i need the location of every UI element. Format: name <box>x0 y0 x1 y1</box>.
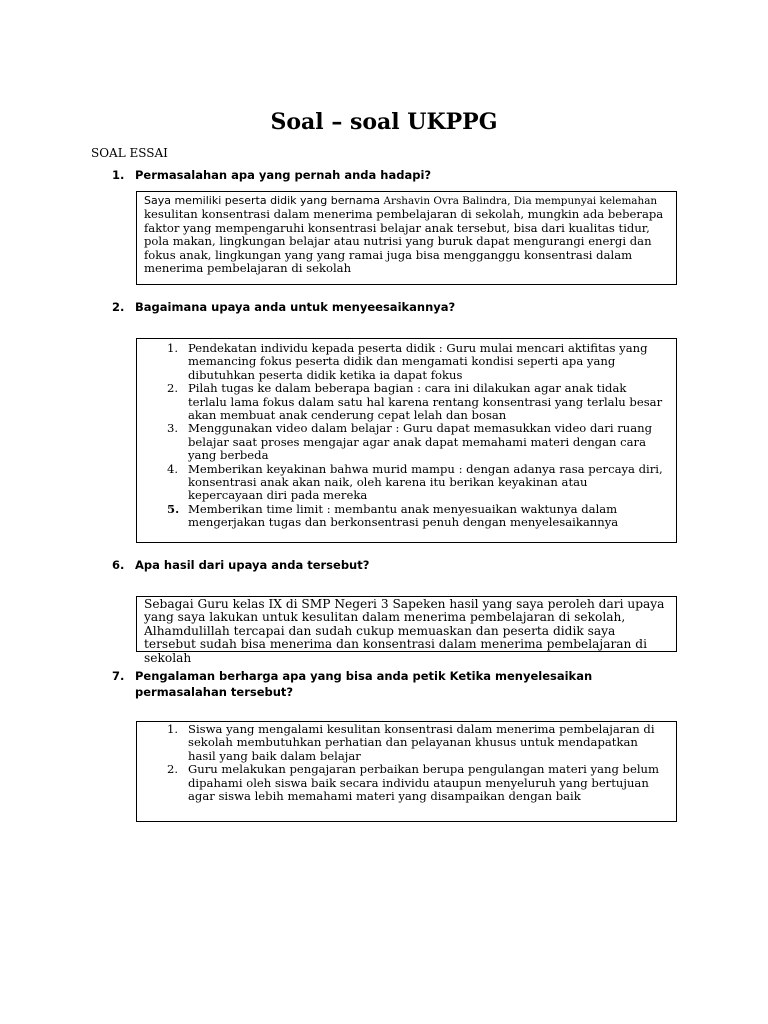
question-text: Permasalahan apa yang pernah anda hadapi? <box>135 168 432 182</box>
item-text: Guru melakukan pengajaran perbaikan berupa pengulangan materi yang belum dipahami oleh siswa baik secara individu ataupun menyeluruh yang bertujuan agar siswa lebih memahami materi yang disampaikan dengan baik <box>188 762 660 804</box>
question-6 <box>112 557 672 573</box>
list-item <box>137 763 666 803</box>
question-number: 7. <box>112 669 125 683</box>
item-text: Pendekatan individu kepada peserta didik : Guru mulai mencari aktifitas yang memancing fokus peserta didik dan mengamati kondisi seperti apa yang dibutuhkan peserta didik ketika ia dapat fokus <box>188 341 648 382</box>
item-number: 1. <box>167 341 179 355</box>
item-text: Memberikan time limit : membantu anak menyesuaikan waktunya dalam mengerjakan tugas dan berkonsentrasi penuh dengan menyelesaikannya <box>188 501 619 530</box>
answer-text: Saya memiliki peserta didik yang bernama <box>144 194 384 207</box>
answer-box-7 <box>136 721 677 822</box>
answer-box-6 <box>136 596 677 665</box>
question-text: Apa hasil dari upaya anda tersebut? <box>135 558 370 572</box>
item-number: 4. <box>167 461 179 476</box>
question-2 <box>112 299 672 315</box>
question-text: Bagaimana upaya anda untuk menyeesaikannya? <box>135 300 456 314</box>
answer-text: Sebagai Guru kelas IX di SMP Negeri 3 Sapeken hasil yang saya peroleh dari upaya yang saya lakukan untuk kesulitan dalam menerima pembelajaran di sekolah, Alhamdulillah tercapai dan sudah cukup memuaskan dan peserta didik saya tersebut sudah bisa menerima dan konsentrasi dalam menerima pembelajaran di sekolah <box>144 597 665 665</box>
list-item <box>137 503 666 530</box>
list-item <box>137 723 666 763</box>
question-number: 1. <box>112 168 125 182</box>
item-number: 3. <box>167 421 179 436</box>
item-text: Menggunakan video dalam belajar : Guru dapat memasukkan video dari ruang belajar saat proses mengajar agar anak dapat memahami materi dengan cara yang berbeda <box>188 421 653 463</box>
question-number: 2. <box>112 300 125 314</box>
list-item <box>137 422 666 462</box>
section-label: SOAL ESSAI <box>91 146 168 160</box>
answer-box-2 <box>136 338 677 543</box>
item-number: 5. <box>167 501 180 516</box>
item-number: 2. <box>167 762 179 777</box>
item-number: 2. <box>167 381 179 396</box>
answer-text: kesulitan konsentrasi dalam menerima pembelajaran di sekolah, mungkin ada beberapa faktor yang mempengaruhi konsentrasi belajar anak tersebut, bisa dari kualitas tidur, pola makan, lingkungan belajar atau nutrisi yang buruk dapat mengurangi energi dan fokus anak, lingkungan yang yang ramai juga bisa mengganggu konsentrasi dalam menerima pembelajaran di sekolah <box>144 207 664 276</box>
list-item <box>137 382 666 422</box>
question-text: Pengalaman berharga apa yang bisa anda petik Ketika menyelesaikan permasalahan tersebut? <box>135 669 593 699</box>
item-text: Pilah tugas ke dalam beberapa bagian : cara ini dilakukan agar anak tidak terlalu lama fokus dalam satu hal karena rentang konsentrasi yang terlalu besar akan membuat anak cenderung cepat lelah dan bosan <box>188 381 663 423</box>
page-title: Soal – soal UKPPG <box>270 109 498 135</box>
question-1 <box>112 167 672 183</box>
list-item <box>137 342 666 382</box>
answer-box-1 <box>136 191 677 285</box>
answer-text: Arshavin Ovra Balindra, Dia mempunyai kelemahan <box>383 195 658 207</box>
list-item <box>137 463 666 503</box>
question-7 <box>112 668 672 700</box>
item-text: Siswa yang mengalami kesulitan konsentrasi dalam menerima pembelajaran di sekolah membutuhkan perhatian dan pelayanan khusus untuk mendapatkan hasil yang baik dalam belajar <box>188 722 655 763</box>
question-number: 6. <box>112 558 125 572</box>
item-text: Memberikan keyakinan bahwa murid mampu : dengan adanya rasa percaya diri, konsentrasi anak akan naik, oleh karena itu berikan keyakinan atau kepercayaan diri pada mereka <box>188 461 663 503</box>
item-number: 1. <box>167 722 179 736</box>
